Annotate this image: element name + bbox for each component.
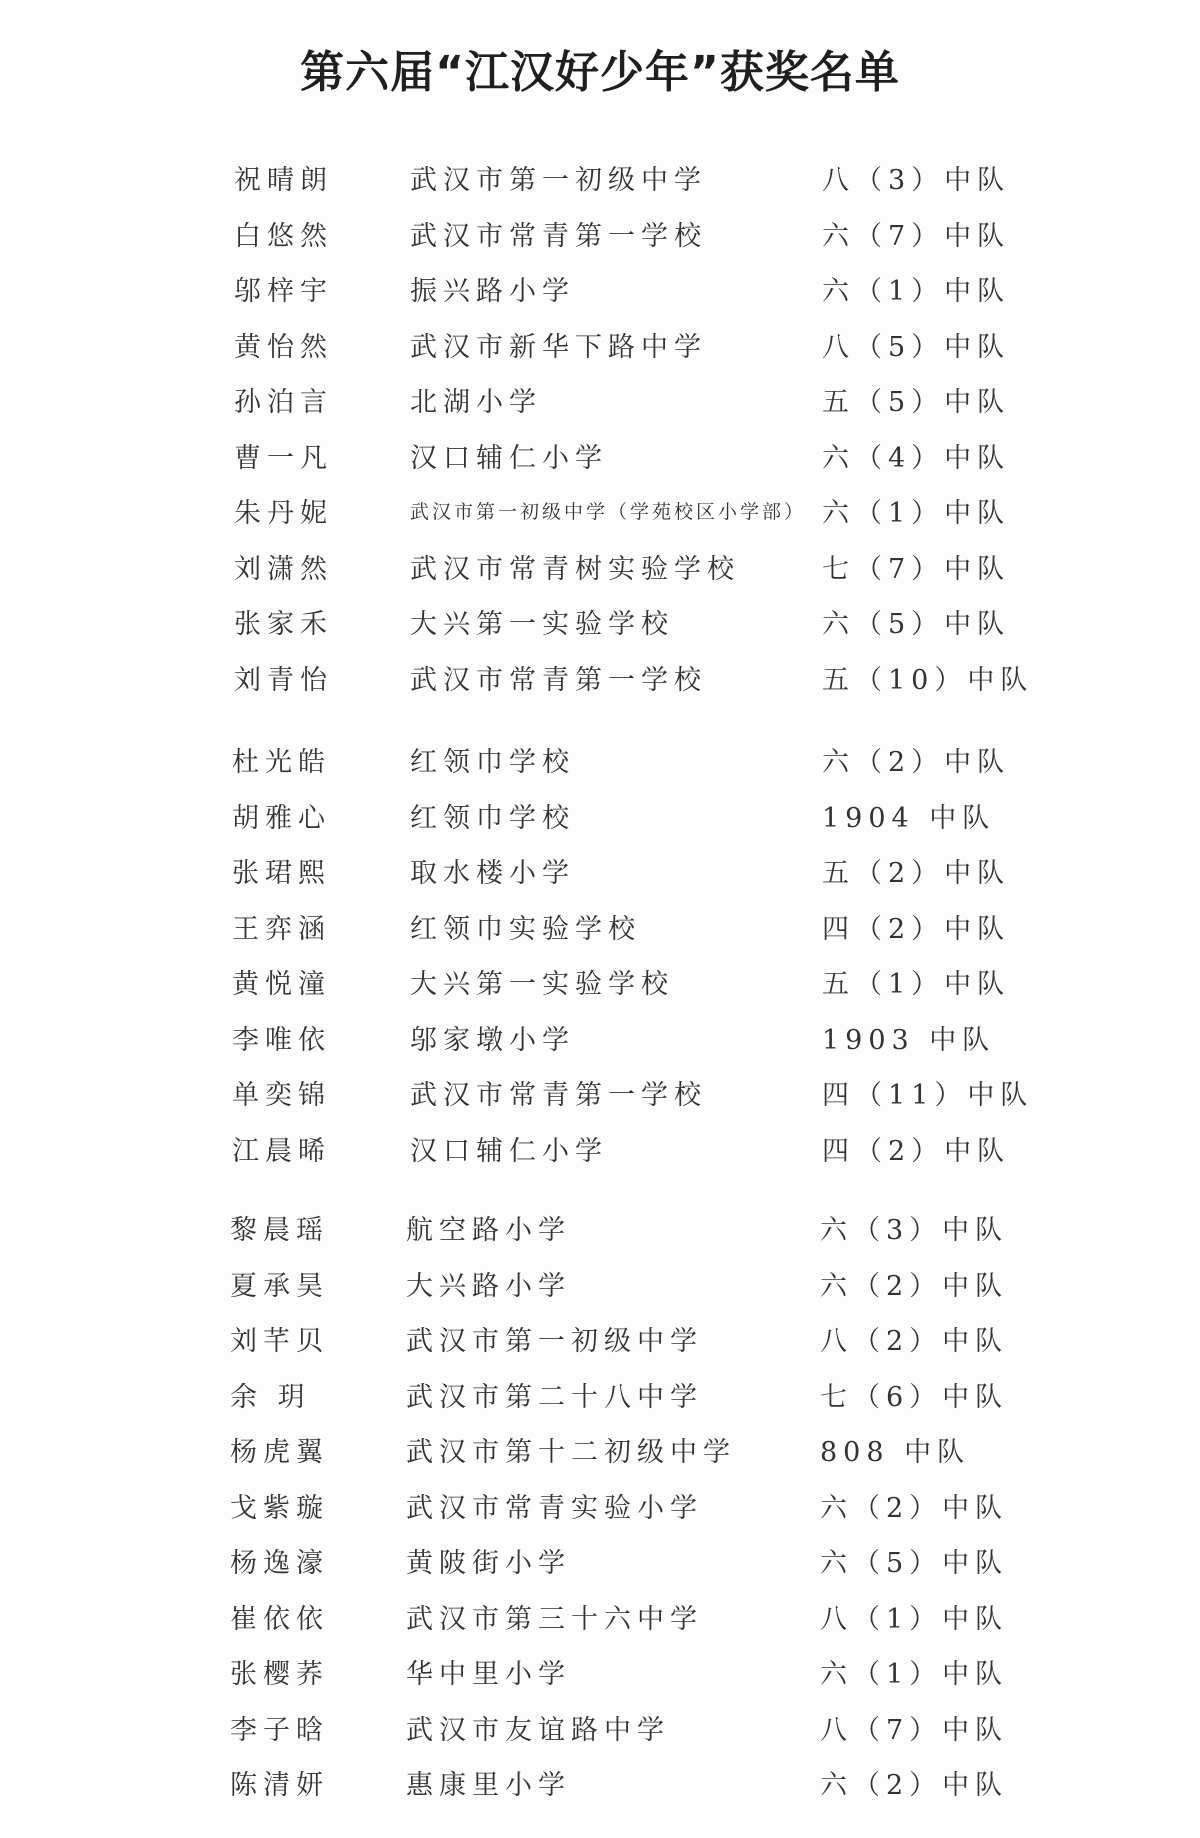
list-item bbox=[0, 1367, 1200, 1423]
list-item bbox=[0, 899, 1200, 955]
awardee-name: 曹一凡 bbox=[234, 442, 333, 474]
awardee-school: 华中里小学 bbox=[406, 1659, 571, 1690]
awardee-class: 八（3）中队 bbox=[822, 165, 1011, 196]
awardee-school: 取水楼小学 bbox=[410, 858, 575, 889]
list-item bbox=[0, 1700, 1200, 1756]
awardee-class: 1903 中队 bbox=[822, 1024, 996, 1056]
awardee-school: 武汉市第一初级中学（学苑校区小学部） bbox=[410, 501, 807, 523]
awardee-school: 武汉市常青树实验学校 bbox=[410, 553, 740, 585]
awardee-class: 六（1）中队 bbox=[822, 276, 1011, 307]
awardee-name: 黎晨瑶 bbox=[230, 1215, 329, 1246]
awardee-name: 夏承昊 bbox=[230, 1270, 329, 1302]
awardee-school: 武汉市第一初级中学 bbox=[410, 165, 707, 196]
list-item bbox=[0, 372, 1200, 428]
awardee-name: 余 玥 bbox=[230, 1381, 311, 1413]
awardee-class: 四（2）中队 bbox=[822, 1135, 1011, 1167]
awardee-name: 崔依依 bbox=[230, 1603, 329, 1635]
awardee-class: 六（7）中队 bbox=[822, 220, 1011, 252]
section-1 bbox=[0, 150, 1200, 705]
awardee-school: 武汉市常青实验小学 bbox=[406, 1492, 703, 1524]
awardee-name: 黄怡然 bbox=[234, 331, 333, 363]
section-3 bbox=[0, 1200, 1200, 1811]
awardee-name: 王弈涵 bbox=[232, 913, 331, 945]
awardee-class: 六（2）中队 bbox=[820, 1770, 1009, 1801]
list-item bbox=[0, 206, 1200, 262]
list-item bbox=[0, 428, 1200, 484]
awardee-class: 808 中队 bbox=[820, 1437, 971, 1468]
list-item bbox=[0, 1478, 1200, 1534]
awardee-name: 单奕锦 bbox=[232, 1080, 331, 1111]
awardee-class: 四（11）中队 bbox=[822, 1080, 1034, 1111]
awardee-class: 六（4）中队 bbox=[822, 442, 1011, 474]
awardee-class: 五（5）中队 bbox=[822, 387, 1011, 418]
list-item bbox=[0, 594, 1200, 650]
list-item bbox=[0, 650, 1200, 706]
awardee-class: 六（5）中队 bbox=[820, 1548, 1009, 1579]
awardee-name: 李子晗 bbox=[230, 1714, 329, 1746]
awardee-name: 白悠然 bbox=[234, 220, 333, 252]
awardee-name: 刘芊贝 bbox=[230, 1326, 329, 1357]
awardee-school: 黄陂街小学 bbox=[406, 1548, 571, 1579]
list-item bbox=[0, 1121, 1200, 1177]
awardee-name: 戈紫璇 bbox=[230, 1492, 329, 1524]
awardee-school: 武汉市新华下路中学 bbox=[410, 331, 707, 363]
list-item bbox=[0, 150, 1200, 206]
awardee-school: 武汉市第三十六中学 bbox=[406, 1603, 703, 1635]
awardee-school: 汉口辅仁小学 bbox=[410, 442, 608, 474]
awardee-class: 八（1）中队 bbox=[820, 1603, 1009, 1635]
awardee-class: 五（10）中队 bbox=[822, 664, 1034, 696]
awardee-school: 航空路小学 bbox=[406, 1215, 571, 1246]
awardee-class: 六（2）中队 bbox=[820, 1270, 1009, 1302]
awardee-school: 武汉市常青第一学校 bbox=[410, 664, 707, 696]
awardee-school: 红领巾实验学校 bbox=[410, 913, 641, 945]
awardee-name: 江晨晞 bbox=[232, 1135, 331, 1167]
awardee-school: 武汉市第一初级中学 bbox=[406, 1326, 703, 1357]
list-item bbox=[0, 732, 1200, 788]
list-item bbox=[0, 483, 1200, 539]
awardee-name: 孙泊言 bbox=[234, 387, 333, 418]
awardee-name: 杨虎翼 bbox=[230, 1437, 329, 1468]
awardee-name: 张家禾 bbox=[234, 609, 333, 640]
awardee-class: 八（5）中队 bbox=[822, 331, 1011, 363]
list-item bbox=[0, 1644, 1200, 1700]
awardee-name: 李唯依 bbox=[232, 1024, 331, 1056]
list-item bbox=[0, 1065, 1200, 1121]
awardee-name: 黄悦潼 bbox=[232, 969, 331, 1000]
list-item bbox=[0, 1422, 1200, 1478]
awardee-class: 六（1）中队 bbox=[822, 498, 1011, 529]
awardee-school: 北湖小学 bbox=[410, 387, 542, 418]
document-title: 第六届“江汉好少年”获奖名单 bbox=[300, 47, 900, 98]
awardee-name: 刘潇然 bbox=[234, 553, 333, 585]
awardee-class: 五（1）中队 bbox=[822, 969, 1011, 1000]
list-item bbox=[0, 261, 1200, 317]
list-item bbox=[0, 317, 1200, 373]
awardee-school: 大兴路小学 bbox=[406, 1270, 571, 1302]
awardee-school: 红领巾学校 bbox=[410, 802, 575, 834]
awardee-school: 武汉市常青第一学校 bbox=[410, 220, 707, 252]
awardee-school: 武汉市常青第一学校 bbox=[410, 1080, 707, 1111]
awardee-school: 惠康里小学 bbox=[406, 1770, 571, 1801]
awardee-class: 七（6）中队 bbox=[820, 1381, 1009, 1413]
awardee-class: 六（2）中队 bbox=[820, 1492, 1009, 1524]
awardee-school: 大兴第一实验学校 bbox=[410, 609, 674, 640]
awardee-name: 张樱荞 bbox=[230, 1659, 329, 1690]
awardee-school: 武汉市第十二初级中学 bbox=[406, 1437, 736, 1468]
awardee-name: 杜光皓 bbox=[232, 747, 331, 778]
list-item bbox=[0, 1311, 1200, 1367]
awardee-school: 武汉市友谊路中学 bbox=[406, 1714, 670, 1746]
awardee-school: 汉口辅仁小学 bbox=[410, 1135, 608, 1167]
awardee-class: 八（7）中队 bbox=[820, 1714, 1009, 1746]
awardee-class: 六（1）中队 bbox=[820, 1659, 1009, 1690]
awardee-school: 邬家墩小学 bbox=[410, 1024, 575, 1056]
awardee-name: 杨逸濠 bbox=[230, 1548, 329, 1579]
awardee-class: 四（2）中队 bbox=[822, 913, 1011, 945]
awardee-class: 七（7）中队 bbox=[822, 553, 1011, 585]
list-item bbox=[0, 1256, 1200, 1312]
awardee-school: 红领巾学校 bbox=[410, 747, 575, 778]
awardee-name: 陈清妍 bbox=[230, 1770, 329, 1801]
awardee-school: 振兴路小学 bbox=[410, 276, 575, 307]
awardee-class: 六（2）中队 bbox=[822, 747, 1011, 778]
list-item bbox=[0, 539, 1200, 595]
awardee-class: 八（2）中队 bbox=[820, 1326, 1009, 1357]
awardee-name: 邬梓宇 bbox=[234, 276, 333, 307]
list-item bbox=[0, 1589, 1200, 1645]
awardee-school: 武汉市第二十八中学 bbox=[406, 1381, 703, 1413]
awardee-name: 张珺熙 bbox=[232, 858, 331, 889]
awardee-class: 1904 中队 bbox=[822, 802, 996, 834]
section-2 bbox=[0, 732, 1200, 1176]
list-item bbox=[0, 1755, 1200, 1811]
awardee-name: 胡雅心 bbox=[232, 802, 331, 834]
list-item bbox=[0, 1200, 1200, 1256]
awardee-class: 六（5）中队 bbox=[822, 609, 1011, 640]
awardee-school: 大兴第一实验学校 bbox=[410, 969, 674, 1000]
list-item bbox=[0, 788, 1200, 844]
list-item bbox=[0, 954, 1200, 1010]
awardee-class: 六（3）中队 bbox=[820, 1215, 1009, 1246]
awardee-name: 祝晴朗 bbox=[234, 165, 333, 196]
awardee-name: 朱丹妮 bbox=[234, 498, 333, 529]
list-item bbox=[0, 1010, 1200, 1066]
list-item bbox=[0, 1533, 1200, 1589]
awardee-class: 五（2）中队 bbox=[822, 858, 1011, 889]
list-item bbox=[0, 843, 1200, 899]
awardee-name: 刘青怡 bbox=[234, 664, 333, 696]
